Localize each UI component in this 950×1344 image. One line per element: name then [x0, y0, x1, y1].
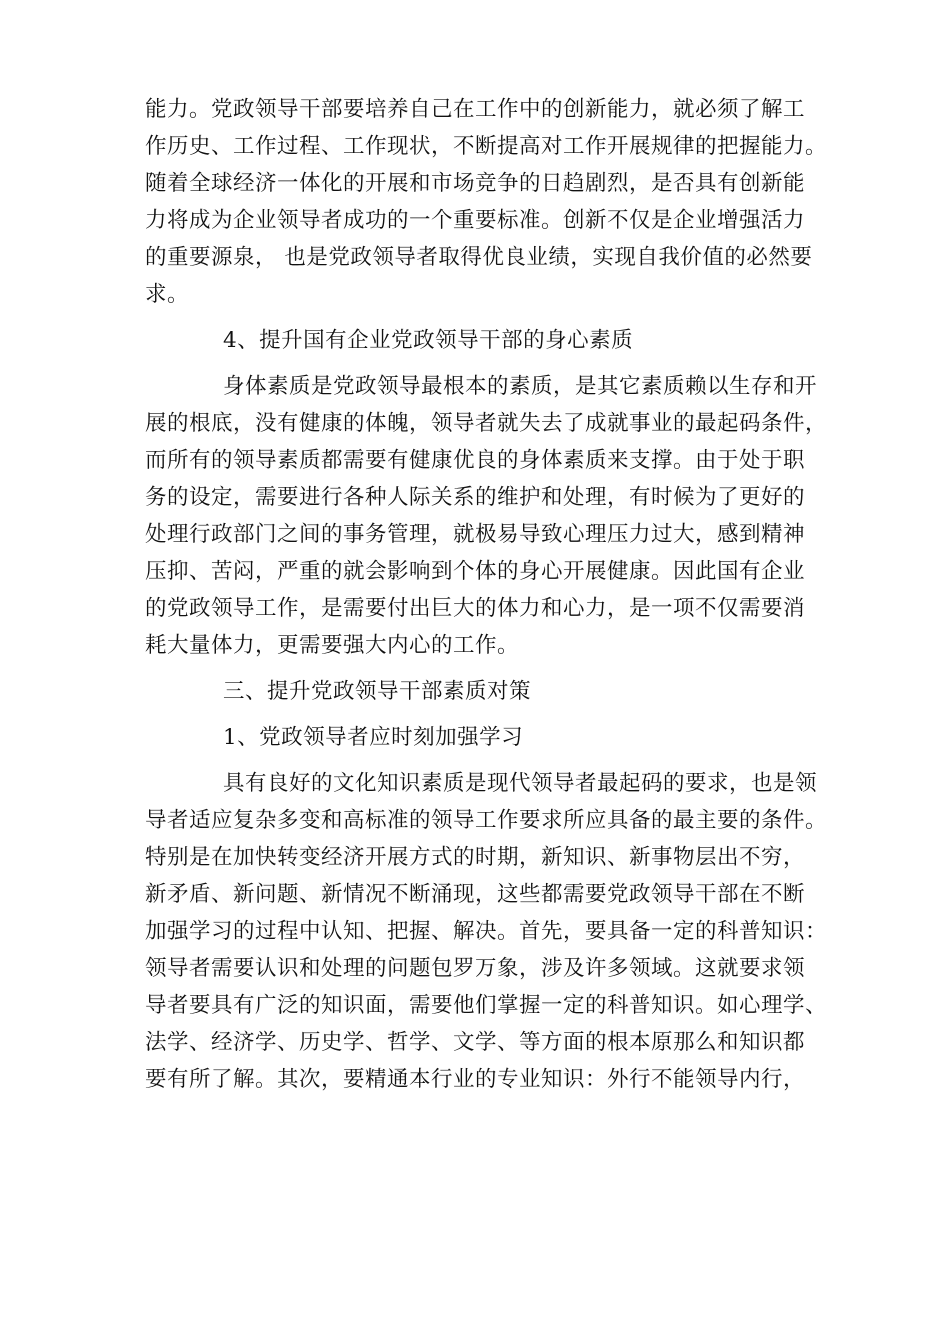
paragraph-line: 求。 — [145, 282, 190, 307]
chapter-heading-3: 三、提升党政领导干部素质对策 — [223, 679, 532, 704]
paragraph-gap — [145, 756, 815, 765]
paragraph-line: 作历史、工作过程、工作现状，不断提高对工作开展规律的把握能力。 — [145, 134, 828, 159]
paragraph-line: 随着全球经济一体化的开展和市场竞争的日趋剧烈，是否具有创新能 — [145, 171, 806, 196]
paragraph-line: 耗大量体力，更需要强大内心的工作。 — [145, 633, 520, 658]
paragraph-line: 能力。党政领导干部要培养自己在工作中的创新能力，就必须了解工 — [145, 97, 806, 122]
paragraph-line: 力将成为企业领导者成功的一个重要标准。创新不仅是企业增强活力 — [145, 208, 806, 233]
paragraph-line: 加强学习的过程中认知、把握、解决。首先，要具备一定的科普知识： — [145, 919, 828, 944]
paragraph-innovation — [145, 91, 828, 313]
paragraph-line: 身体素质是党政领导最根本的素质，是其它素质赖以生存和开 — [223, 374, 818, 399]
paragraph-line: 展的根底，没有健康的体魄，领导者就失去了成就事业的最起码条件， — [145, 411, 828, 436]
paragraph-line: 新矛盾、新问题、新情况不断涌现，这些都需要党政领导干部在不断 — [145, 882, 806, 907]
paragraph-gap — [145, 359, 815, 368]
paragraph-line: 的重要源泉， 也是党政领导者取得优良业绩，实现自我价值的必然要 — [145, 245, 813, 270]
paragraph-line: 特别是在加快转变经济开展方式的时期，新知识、新事物层出不穷， — [145, 845, 806, 870]
paragraph-line: 处理行政部门之间的事务管理，就极易导致心理压力过大，感到精神 — [145, 522, 806, 547]
paragraph-line: 领导者需要认识和处理的问题包罗万象，涉及许多领域。这就要求领 — [145, 956, 806, 981]
paragraph-line: 法学、经济学、历史学、哲学、文学、等方面的根本原那么和知识都 — [145, 1030, 806, 1055]
paragraph-line: 压抑、苦闷，严重的就会影响到个体的身心开展健康。因此国有企业 — [145, 559, 806, 584]
section-heading-1: 1、党政领导者应时刻加强学习 — [223, 725, 524, 750]
paragraph-line: 而所有的领导素质都需要有健康优良的身体素质来支撑。由于处于职 — [145, 448, 806, 473]
paragraph-gap — [145, 313, 815, 322]
paragraph-physical-quality — [145, 368, 828, 664]
paragraph-line: 导者适应复杂多变和高标准的领导工作要求所应具备的最主要的条件。 — [145, 808, 828, 833]
document-body — [145, 91, 828, 1098]
section-heading-4: 4、提升国有企业党政领导干部的身心素质 — [223, 328, 634, 353]
paragraph-line: 要有所了解。其次，要精通本行业的专业知识：外行不能领导内行， — [145, 1067, 806, 1092]
paragraph-gap — [145, 664, 815, 673]
paragraph-gap — [145, 710, 815, 719]
paragraph-line: 的党政领导工作，是需要付出巨大的体力和心力，是一项不仅需要消 — [145, 596, 806, 621]
paragraph-line: 导者要具有广泛的知识面，需要他们掌握一定的科普知识。如心理学、 — [145, 993, 828, 1018]
paragraph-line: 具有良好的文化知识素质是现代领导者最起码的要求，也是领 — [223, 771, 818, 796]
paragraph-learning — [145, 765, 828, 1098]
paragraph-line: 务的设定，需要进行各种人际关系的维护和处理，有时候为了更好的 — [145, 485, 806, 510]
